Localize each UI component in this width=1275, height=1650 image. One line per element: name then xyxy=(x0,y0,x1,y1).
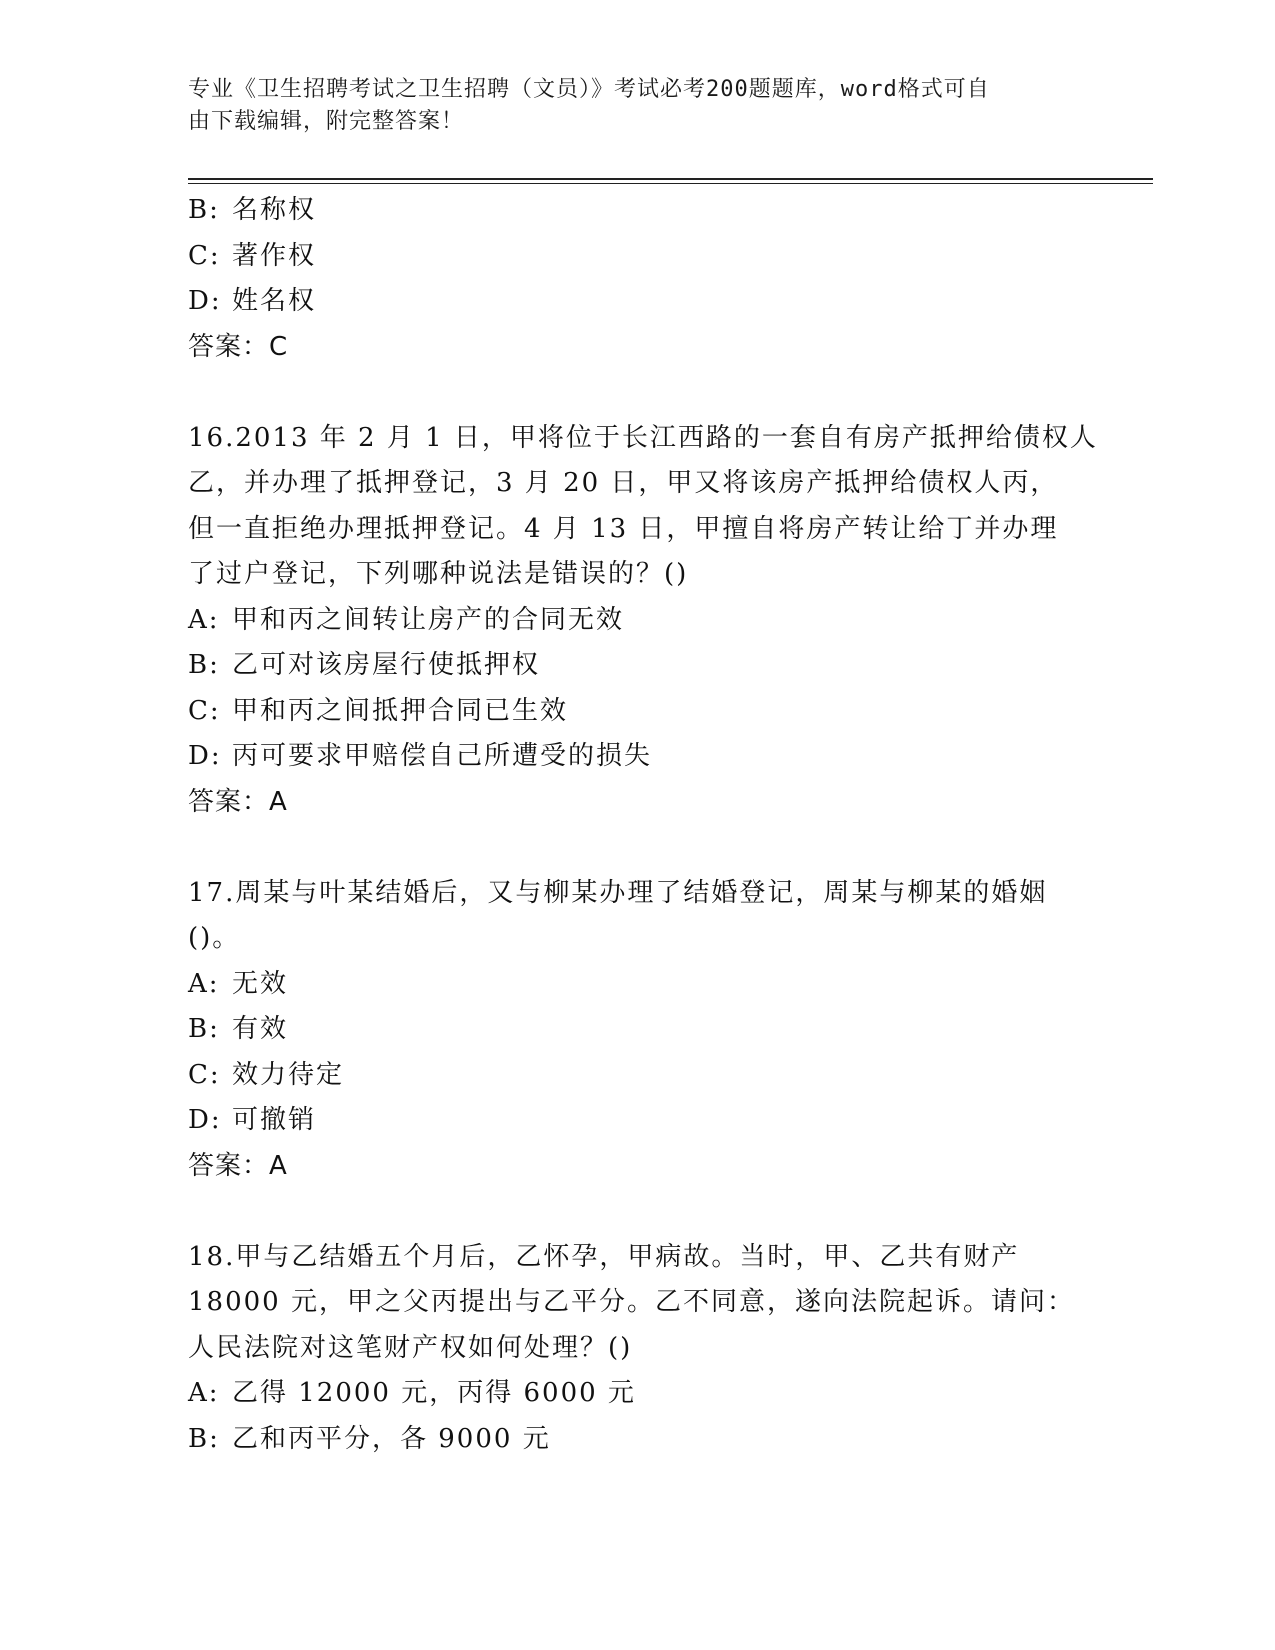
spacer xyxy=(188,1189,1088,1235)
option-key: C: xyxy=(188,1059,221,1090)
question-stem-line: 16.2013 年 2 月 1 日，甲将位于长江西路的一套自有房产抵押给债权人 xyxy=(188,422,1098,453)
answer-line: 答案：A xyxy=(188,1150,288,1181)
question-stem-line: 了过户登记，下列哪种说法是错误的？() xyxy=(188,559,689,589)
option-b xyxy=(188,188,1088,234)
question-stem-line: 17.周某与叶某结婚后，又与柳某办理了结婚登记，周某与柳某的婚姻 xyxy=(188,877,1048,908)
option-text: 乙得 12000 元，丙得 6000 元 xyxy=(232,1378,636,1408)
document-body xyxy=(188,188,1098,1462)
answer-line: 答案：C xyxy=(188,331,289,362)
question-16 xyxy=(188,416,1098,826)
option-a xyxy=(188,1371,1088,1417)
option-d xyxy=(188,734,1088,780)
option-c xyxy=(188,1053,1088,1099)
option-text: 乙可对该房屋行使抵押权 xyxy=(232,650,541,680)
document-header xyxy=(188,74,1088,138)
option-key: D: xyxy=(188,286,222,316)
question-stem-line: 乙，并办理了抵押登记，3 月 20 日，甲又将该房产抵押给债权人丙， xyxy=(188,468,1059,498)
header-line-2: 由下载编辑，附完整答案！ xyxy=(188,109,465,134)
header-line-1: 专业《卫生招聘考试之卫生招聘（文员）》考试必考200题题库，word格式可自 xyxy=(188,77,990,102)
option-d xyxy=(188,279,1088,325)
option-text: 甲和丙之间转让房产的合同无效 xyxy=(232,604,625,635)
question-stem-line: 人民法院对这笔财产权如何处理？() xyxy=(188,1332,633,1363)
option-c xyxy=(188,234,1088,280)
option-b xyxy=(188,1007,1088,1053)
option-text: 效力待定 xyxy=(232,1059,345,1090)
answer-line: 答案：A xyxy=(188,786,288,817)
option-text: 乙和丙平分，各 9000 元 xyxy=(232,1423,551,1454)
option-text: 有效 xyxy=(232,1014,289,1044)
option-key: A: xyxy=(188,604,220,635)
option-key: A: xyxy=(188,968,220,999)
question-17 xyxy=(188,871,1088,1190)
option-text: 姓名权 xyxy=(232,286,317,316)
question-stem-line: 但一直拒绝办理抵押登记。4 月 13 日，甲擅自将房产转让给丁并办理 xyxy=(188,513,1059,544)
option-text: 无效 xyxy=(232,968,289,999)
option-c xyxy=(188,689,1088,735)
header-rule-thin xyxy=(188,183,1153,184)
question-18 xyxy=(188,1235,1088,1463)
option-a xyxy=(188,962,1088,1008)
header-rule-thick xyxy=(188,178,1153,180)
option-text: 丙可要求甲赔偿自己所遭受的损失 xyxy=(232,741,653,771)
option-key: B: xyxy=(188,650,220,680)
option-a xyxy=(188,598,1088,644)
question-stem-line: 18.甲与乙结婚五个月后，乙怀孕，甲病故。当时，甲、乙共有财产 xyxy=(188,1241,1020,1272)
option-key: D: xyxy=(188,741,222,771)
spacer xyxy=(188,825,1088,871)
option-b xyxy=(188,643,1088,689)
question-stem-line: ()。 xyxy=(188,923,241,953)
option-text: 名称权 xyxy=(232,195,317,225)
option-key: B: xyxy=(188,195,220,225)
option-key: C: xyxy=(188,695,221,726)
option-text: 可撤销 xyxy=(232,1105,317,1135)
option-key: A: xyxy=(188,1378,220,1408)
option-text: 著作权 xyxy=(232,240,317,271)
option-d xyxy=(188,1098,1088,1144)
option-b xyxy=(188,1417,1088,1463)
spacer xyxy=(188,370,1088,416)
option-text: 甲和丙之间抵押合同已生效 xyxy=(232,695,569,726)
question-15 xyxy=(188,188,1088,370)
option-key: D: xyxy=(188,1105,222,1135)
option-key: B: xyxy=(188,1423,220,1454)
option-key: C: xyxy=(188,240,221,271)
question-stem-line: 18000 元，甲之父丙提出与乙平分。乙不同意，遂向法院起诉。请问： xyxy=(188,1287,1075,1317)
option-key: B: xyxy=(188,1014,220,1044)
